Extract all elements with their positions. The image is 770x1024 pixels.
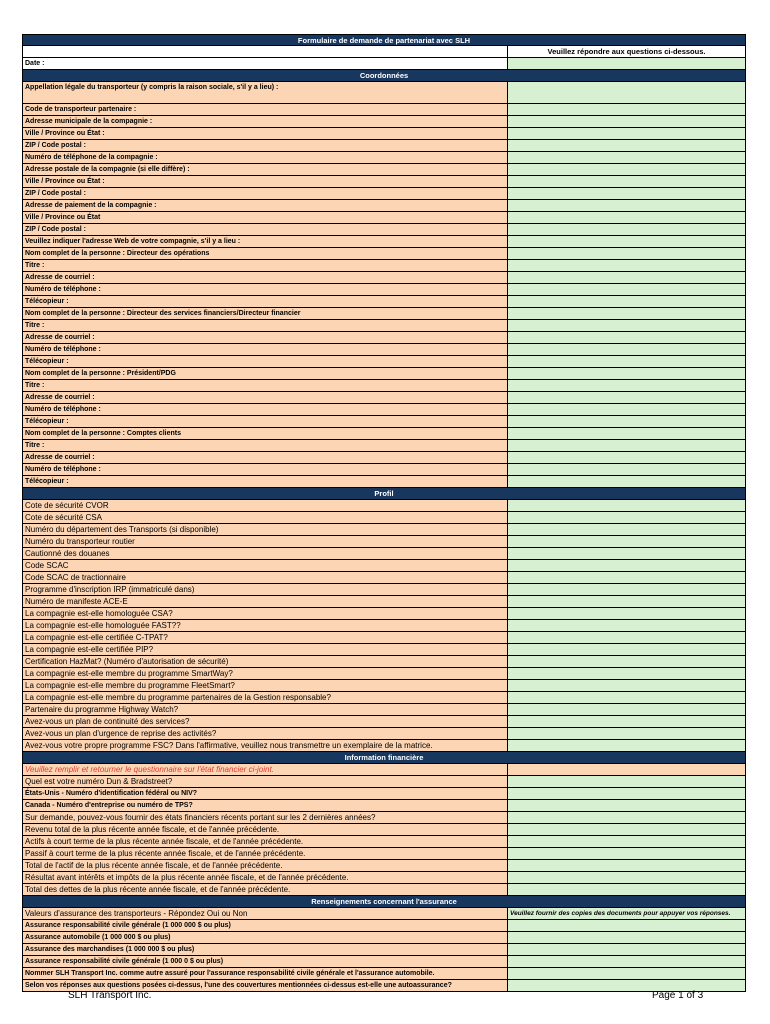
profil-item-label: La compagnie est-elle membre du programme SmartWay?	[22, 668, 507, 680]
financier-item-row	[22, 800, 746, 812]
coordonnees-item-label: Titre :	[22, 260, 507, 272]
coordonnees-item-label: Ville / Province ou État :	[22, 176, 507, 188]
coordonnees-item-label: Titre :	[22, 320, 507, 332]
profil-item-label: Cote de sécurité CVOR	[22, 500, 507, 512]
coordonnees-item-label: Code de transporteur partenaire :	[22, 104, 507, 116]
profil-item-row	[22, 572, 746, 584]
coordonnees-item-label: Adresse de paiement de la compagnie :	[22, 200, 507, 212]
profil-item-row	[22, 716, 746, 728]
financier-item-row	[22, 788, 746, 800]
financier-item-row	[22, 776, 746, 788]
coordonnees-item-label: Adresse de courriel :	[22, 452, 507, 464]
profil-item-label: Cote de sécurité CSA	[22, 512, 507, 524]
profil-item-label: Numéro de manifeste ACE-E	[22, 596, 507, 608]
assurance-item-label: Assurance responsabilité civile générale (1 000 000 $ ou plus)	[22, 920, 507, 932]
coordonnees-item-field[interactable]	[507, 248, 746, 260]
legal-name-label: Appellation légale du transporteur (y compris la raison sociale, s'il y a lieu) :	[22, 82, 507, 104]
profil-item-row	[22, 704, 746, 716]
assurance-item-field[interactable]	[507, 932, 746, 944]
profil-item-field[interactable]	[507, 608, 746, 620]
assurance-item-row	[22, 944, 746, 956]
coordonnees-item-row	[22, 368, 746, 380]
financier-item-row	[22, 824, 746, 836]
financial-note-row	[22, 764, 746, 776]
financier-item-field[interactable]	[507, 824, 746, 836]
profil-item-row	[22, 632, 746, 644]
profil-item-row	[22, 560, 746, 572]
profil-item-field[interactable]	[507, 548, 746, 560]
coordonnees-item-label: ZIP / Code postal :	[22, 188, 507, 200]
coordonnees-item-field[interactable]	[507, 260, 746, 272]
profil-item-label: Code SCAC	[22, 560, 507, 572]
coordonnees-item-label: Nom complet de la personne : Directeur des opérations	[22, 248, 507, 260]
coordonnees-item-label: Numéro de téléphone :	[22, 404, 507, 416]
coordonnees-item-field[interactable]	[507, 140, 746, 152]
coordonnees-item-row	[22, 452, 746, 464]
profil-item-label: La compagnie est-elle membre du programme partenaires de la Gestion responsable?	[22, 692, 507, 704]
profil-item-row	[22, 512, 746, 524]
coordonnees-item-field[interactable]	[507, 176, 746, 188]
coordonnees-item-row	[22, 440, 746, 452]
profil-item-row	[22, 596, 746, 608]
coordonnees-item-row	[22, 140, 746, 152]
coordonnees-item-row	[22, 416, 746, 428]
coordonnees-item-row	[22, 380, 746, 392]
footer-company: SLH Transport Inc.	[68, 990, 152, 1001]
coordonnees-item-label: ZIP / Code postal :	[22, 224, 507, 236]
profil-item-row	[22, 728, 746, 740]
assurance-item-row	[22, 956, 746, 968]
profil-item-label: Avez-vous un plan de continuité des services?	[22, 716, 507, 728]
profil-item-label: La compagnie est-elle homologuée FAST??	[22, 620, 507, 632]
financier-item-row	[22, 872, 746, 884]
financier-item-row	[22, 836, 746, 848]
coordonnees-item-row	[22, 224, 746, 236]
profil-item-row	[22, 536, 746, 548]
financier-item-field[interactable]	[507, 836, 746, 848]
financier-item-row	[22, 884, 746, 896]
partnership-form	[22, 34, 746, 992]
coordonnees-item-field[interactable]	[507, 464, 746, 476]
financier-item-label: Sur demande, pouvez-vous fournir des états financiers récents portant sur les 2 dernières années?	[22, 812, 507, 824]
coordonnees-item-field[interactable]	[507, 440, 746, 452]
coordonnees-item-row	[22, 308, 746, 320]
coordonnees-item-field[interactable]	[507, 152, 746, 164]
profil-item-label: Avez-vous votre propre programme FSC? Dans l'affirmative, veuillez nous transmettre un exemplaire de la matrice.	[22, 740, 507, 752]
coordonnees-item-row	[22, 344, 746, 356]
coordonnees-item-label: Numéro de téléphone :	[22, 344, 507, 356]
profil-item-field[interactable]	[507, 524, 746, 536]
coordonnees-item-field[interactable]	[507, 476, 746, 488]
insurance-first-row	[22, 908, 746, 920]
coordonnees-item-field[interactable]	[507, 212, 746, 224]
assurance-item-label: Nommer SLH Transport Inc. comme autre assuré pour l'assurance responsabilité civile générale et l'assurance automobile.	[22, 968, 507, 980]
insurance-first-label: Valeurs d'assurance des transporteurs - Répondez Oui ou Non	[22, 908, 507, 920]
legal-name-row	[22, 82, 746, 104]
financier-item-field[interactable]	[507, 872, 746, 884]
date-field[interactable]	[507, 58, 746, 70]
instructions-row	[22, 46, 746, 58]
profil-item-label: La compagnie est-elle certifiée C-TPAT?	[22, 632, 507, 644]
profil-item-label: La compagnie est-elle certifiée PIP?	[22, 644, 507, 656]
assurance-item-label: Assurance des marchandises (1 000 000 $ ou plus)	[22, 944, 507, 956]
coordonnees-item-field[interactable]	[507, 200, 746, 212]
coordonnees-item-field[interactable]	[507, 296, 746, 308]
coordonnees-item-field[interactable]	[507, 332, 746, 344]
assurance-item-field[interactable]	[507, 968, 746, 980]
assurance-item-label: Selon vos réponses aux questions posées ci-dessus, l'une des couvertures mentionnées ci-dessus est-elle une autoassurance?	[22, 980, 507, 992]
profil-item-label: La compagnie est-elle membre du programme FleetSmart?	[22, 680, 507, 692]
coordonnees-item-label: Nom complet de la personne : Comptes clients	[22, 428, 507, 440]
financier-item-row	[22, 848, 746, 860]
profil-item-field[interactable]	[507, 728, 746, 740]
coordonnees-item-field[interactable]	[507, 188, 746, 200]
coordonnees-item-field[interactable]	[507, 344, 746, 356]
financier-item-label: Résultat avant intérêts et impôts de la plus récente année fiscale, et de l'année précédente.	[22, 872, 507, 884]
profil-item-row	[22, 680, 746, 692]
coordonnees-item-label: Télécopieur :	[22, 356, 507, 368]
coordonnees-item-row	[22, 332, 746, 344]
assurance-item-field[interactable]	[507, 944, 746, 956]
coordonnees-item-label: Télécopieur :	[22, 476, 507, 488]
profil-item-label: Numéro du département des Transports (si disponible)	[22, 524, 507, 536]
coordonnees-item-label: Adresse de courriel :	[22, 272, 507, 284]
assurance-item-field[interactable]	[507, 956, 746, 968]
coordonnees-item-label: Nom complet de la personne : Directeur des services financiers/Directeur financier	[22, 308, 507, 320]
coordonnees-item-row	[22, 464, 746, 476]
section-profil-header: Profil	[22, 488, 746, 500]
coordonnees-item-field[interactable]	[507, 320, 746, 332]
financier-item-label: Passif à court terme de la plus récente année fiscale, et de l'année précédente.	[22, 848, 507, 860]
coordonnees-item-field[interactable]	[507, 284, 746, 296]
coordonnees-item-label: Numéro de téléphone :	[22, 464, 507, 476]
coordonnees-item-row	[22, 176, 746, 188]
profil-item-row	[22, 692, 746, 704]
coordonnees-item-field[interactable]	[507, 452, 746, 464]
profil-item-field[interactable]	[507, 656, 746, 668]
assurance-item-label: Assurance automobile (1 000 000 $ ou plus)	[22, 932, 507, 944]
financier-item-label: Actifs à court terme de la plus récente année fiscale, et de l'année précédente.	[22, 836, 507, 848]
profil-item-field[interactable]	[507, 596, 746, 608]
coordonnees-item-field[interactable]	[507, 356, 746, 368]
assurance-item-label: Assurance responsabilité civile générale (1 000 0 $ ou plus)	[22, 956, 507, 968]
coordonnees-item-label: Numéro de téléphone :	[22, 284, 507, 296]
coordonnees-item-row	[22, 248, 746, 260]
coordonnees-item-row	[22, 476, 746, 488]
financial-note: Veuillez remplir et retourner le questionnaire sur l'état financier ci-joint.	[22, 764, 507, 776]
coordonnees-item-label: Adresse de courriel :	[22, 392, 507, 404]
profil-item-row	[22, 548, 746, 560]
coordonnees-item-row	[22, 188, 746, 200]
financier-item-field[interactable]	[507, 848, 746, 860]
coordonnees-item-row	[22, 260, 746, 272]
coordonnees-item-row	[22, 212, 746, 224]
profil-item-label: Code SCAC de tractionnaire	[22, 572, 507, 584]
coordonnees-item-label: Télécopieur :	[22, 416, 507, 428]
coordonnees-item-row	[22, 116, 746, 128]
coordonnees-item-field[interactable]	[507, 404, 746, 416]
profil-item-field[interactable]	[507, 632, 746, 644]
coordonnees-item-label: Ville / Province ou État :	[22, 128, 507, 140]
coordonnees-item-row	[22, 392, 746, 404]
financier-item-label: Total de l'actif de la plus récente année fiscale, et de l'année précédente.	[22, 860, 507, 872]
financier-item-row	[22, 812, 746, 824]
coordonnees-item-row	[22, 428, 746, 440]
coordonnees-item-label: Adresse municipale de la compagnie :	[22, 116, 507, 128]
section-coordonnees-header: Coordonnées	[22, 70, 746, 82]
profil-item-row	[22, 668, 746, 680]
coordonnees-item-row	[22, 152, 746, 164]
coordonnees-item-label: Ville / Province ou État	[22, 212, 507, 224]
footer-page-number: Page 1 of 3	[652, 990, 704, 1001]
profil-item-label: Partenaire du programme Highway Watch?	[22, 704, 507, 716]
financier-item-label: Total des dettes de la plus récente année fiscale, et de l'année précédente.	[22, 884, 507, 896]
coordonnees-item-field[interactable]	[507, 236, 746, 248]
coordonnees-item-row	[22, 164, 746, 176]
insurance-note: Veuillez fournir des copies des documents pour appuyer vos réponses.	[507, 908, 746, 920]
assurance-item-row	[22, 920, 746, 932]
profil-item-field[interactable]	[507, 620, 746, 632]
profil-item-field[interactable]	[507, 560, 746, 572]
coordonnees-item-row	[22, 104, 746, 116]
coordonnees-item-row	[22, 320, 746, 332]
coordonnees-item-label: Titre :	[22, 380, 507, 392]
financier-item-field[interactable]	[507, 812, 746, 824]
profil-item-field[interactable]	[507, 704, 746, 716]
assurance-item-row	[22, 932, 746, 944]
profil-item-field[interactable]	[507, 644, 746, 656]
profil-item-field[interactable]	[507, 584, 746, 596]
profil-item-label: Cautionné des douanes	[22, 548, 507, 560]
date-label: Date :	[22, 58, 507, 70]
coordonnees-item-field[interactable]	[507, 116, 746, 128]
coordonnees-item-field[interactable]	[507, 308, 746, 320]
coordonnees-item-row	[22, 404, 746, 416]
coordonnees-item-field[interactable]	[507, 224, 746, 236]
coordonnees-item-field[interactable]	[507, 128, 746, 140]
coordonnees-item-label: Adresse postale de la compagnie (si elle diffère) :	[22, 164, 507, 176]
section-financier-header: Information financière	[22, 752, 746, 764]
profil-item-field[interactable]	[507, 500, 746, 512]
form-title: Formulaire de demande de partenariat avec SLH	[22, 34, 746, 46]
coordonnees-item-row	[22, 356, 746, 368]
coordonnees-item-row	[22, 128, 746, 140]
financier-item-field[interactable]	[507, 860, 746, 872]
profil-item-field[interactable]	[507, 536, 746, 548]
coordonnees-item-label: Nom complet de la personne : Président/PDG	[22, 368, 507, 380]
coordonnees-item-label: Numéro de téléphone de la compagnie :	[22, 152, 507, 164]
assurance-item-field[interactable]	[507, 920, 746, 932]
financier-item-label: Canada - Numéro d'entreprise ou numéro de TPS?	[22, 800, 507, 812]
financier-item-row	[22, 860, 746, 872]
profil-item-field[interactable]	[507, 572, 746, 584]
coordonnees-item-label: Veuillez indiquer l'adresse Web de votre compagnie, s'il y a lieu :	[22, 236, 507, 248]
profil-item-row	[22, 524, 746, 536]
profil-item-field[interactable]	[507, 512, 746, 524]
profil-item-field[interactable]	[507, 680, 746, 692]
financier-item-field[interactable]	[507, 884, 746, 896]
assurance-item-row	[22, 968, 746, 980]
coordonnees-item-field[interactable]	[507, 104, 746, 116]
profil-item-label: La compagnie est-elle homologuée CSA?	[22, 608, 507, 620]
section-assurance-header: Renseignements concernant l'assurance	[22, 896, 746, 908]
coordonnees-item-field[interactable]	[507, 164, 746, 176]
profil-item-label: Numéro du transporteur routier	[22, 536, 507, 548]
profil-item-row	[22, 740, 746, 752]
coordonnees-item-field[interactable]	[507, 392, 746, 404]
profil-item-row	[22, 656, 746, 668]
profil-item-row	[22, 620, 746, 632]
date-row	[22, 58, 746, 70]
financier-item-field[interactable]	[507, 800, 746, 812]
coordonnees-item-field[interactable]	[507, 368, 746, 380]
coordonnees-item-row	[22, 296, 746, 308]
profil-item-label: Programme d'inscription IRP (immatriculé dans)	[22, 584, 507, 596]
profil-item-row	[22, 644, 746, 656]
profil-item-row	[22, 608, 746, 620]
coordonnees-item-row	[22, 272, 746, 284]
profil-item-row	[22, 500, 746, 512]
financier-item-field[interactable]	[507, 788, 746, 800]
instructions-text: Veuillez répondre aux questions ci-dessous.	[507, 46, 746, 58]
profil-item-row	[22, 584, 746, 596]
profil-item-field[interactable]	[507, 740, 746, 752]
coordonnees-item-field[interactable]	[507, 428, 746, 440]
coordonnees-item-row	[22, 200, 746, 212]
coordonnees-item-label: ZIP / Code postal :	[22, 140, 507, 152]
legal-name-field[interactable]	[507, 82, 746, 104]
financier-item-label: Revenu total de la plus récente année fiscale, et de l'année précédente.	[22, 824, 507, 836]
coordonnees-item-field[interactable]	[507, 416, 746, 428]
financier-item-label: États-Unis - Numéro d'identification fédéral ou NIV?	[22, 788, 507, 800]
profil-item-field[interactable]	[507, 692, 746, 704]
profil-item-label: Avez-vous un plan d'urgence de reprise des activités?	[22, 728, 507, 740]
financier-item-label: Quel est votre numéro Dun & Bradstreet?	[22, 776, 507, 788]
coordonnees-item-label: Titre :	[22, 440, 507, 452]
coordonnees-item-label: Télécopieur :	[22, 296, 507, 308]
page-footer	[0, 990, 770, 1006]
profil-item-label: Certification HazMat? (Numéro d'autorisation de sécurité)	[22, 656, 507, 668]
coordonnees-item-field[interactable]	[507, 380, 746, 392]
coordonnees-item-row	[22, 236, 746, 248]
profil-item-field[interactable]	[507, 716, 746, 728]
coordonnees-item-field[interactable]	[507, 272, 746, 284]
profil-item-field[interactable]	[507, 668, 746, 680]
coordonnees-item-label: Adresse de courriel :	[22, 332, 507, 344]
coordonnees-item-row	[22, 284, 746, 296]
financier-item-field[interactable]	[507, 776, 746, 788]
